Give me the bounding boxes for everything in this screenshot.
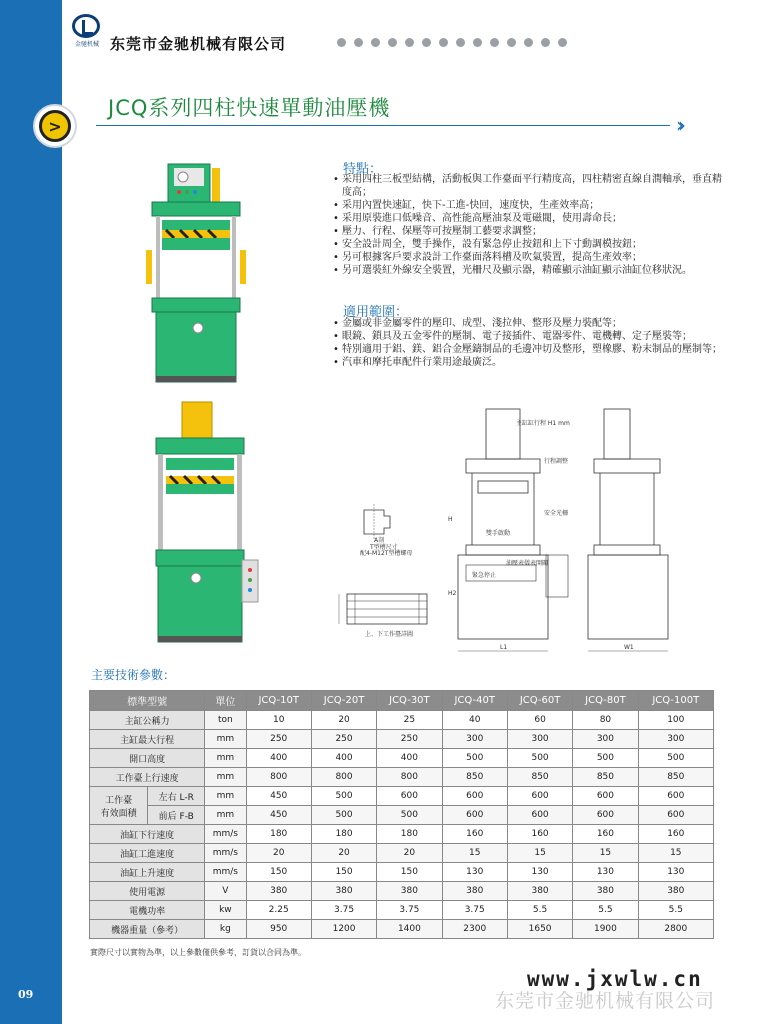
table-cell: 3.75	[377, 901, 442, 920]
list-item: • 壓力、行程、保壓等可按壓制工藝要求調整；	[333, 225, 728, 238]
table-cell: 20	[311, 844, 376, 863]
table-cell: 130	[638, 863, 713, 882]
row-unit: mm	[205, 749, 246, 768]
header-dot	[456, 38, 465, 47]
row-unit: mm	[205, 768, 246, 787]
spec-heading: 主要技術參數：	[91, 668, 176, 682]
table-cell: 150	[311, 863, 376, 882]
header-dots	[337, 38, 567, 47]
table-cell: 15	[638, 844, 713, 863]
row-label: 電機功率	[90, 901, 205, 920]
arrow-badge-icon: >	[33, 104, 77, 148]
header-dot	[422, 38, 431, 47]
table-cell: 380	[442, 882, 507, 901]
table-cell: 380	[311, 882, 376, 901]
table-cell: 500	[311, 806, 376, 825]
table-cell: 3.75	[311, 901, 376, 920]
row-label: 使用電源	[90, 882, 205, 901]
table-cell: 250	[246, 730, 311, 749]
table-row	[90, 730, 714, 749]
front-view-drawing	[446, 405, 584, 657]
footer-company: 东莞市金驰机械有限公司	[495, 990, 716, 1012]
machine-photo-2	[136, 400, 262, 646]
list-item: • 另可根據客戶要求設計工作臺面落料槽及吹氣裝置，提高生產效率；	[333, 251, 728, 264]
label-two-hand: 雙手啟動	[486, 530, 511, 537]
table-cell: 380	[573, 882, 638, 901]
table-cell: 450	[246, 787, 311, 806]
table-cell: 160	[638, 825, 713, 844]
table-cell: 1900	[573, 920, 638, 939]
spec-column-header: JCQ-20T	[311, 691, 376, 711]
side-band	[0, 0, 62, 1024]
spec-column-header: 單位	[205, 691, 246, 711]
features-list	[333, 173, 728, 277]
page-title: JCQ系列四柱快速單動油壓機	[108, 96, 391, 120]
row-label: 油缸上升速度	[90, 863, 205, 882]
table-row	[90, 920, 714, 939]
row-label: 油缸工進速度	[90, 844, 205, 863]
table-cell: 600	[377, 787, 442, 806]
table-cell: 300	[638, 730, 713, 749]
page-number: 09	[18, 988, 34, 1001]
spec-column-header: JCQ-100T	[638, 691, 713, 711]
table-cell: 800	[246, 768, 311, 787]
table-cell: 60	[507, 711, 572, 730]
header-dot	[439, 38, 448, 47]
table-cell: 3.75	[442, 901, 507, 920]
spec-note: 實際尺寸以實物為準，以上參數僅供參考，訂貨以合同為準。	[90, 948, 306, 957]
table-row	[90, 749, 714, 768]
table-cell: 180	[311, 825, 376, 844]
row-label: 油缸下行速度	[90, 825, 205, 844]
header-dot	[490, 38, 499, 47]
plan-label: 上、下工作臺詳圖	[365, 631, 414, 638]
row-unit: kg	[205, 920, 246, 939]
title-underline	[96, 125, 670, 126]
spec-header-row	[90, 691, 714, 711]
row-unit: mm	[205, 787, 246, 806]
footer-url: www.jxwlw.cn	[527, 967, 703, 991]
t-slot-drawing	[358, 504, 418, 556]
table-cell: 20	[311, 711, 376, 730]
list-item: • 特別適用于鋁、鎂、鋁合金壓鑄制品的毛邊冲切及整形，塑橡膠、粉末制品的壓制等；	[333, 343, 728, 356]
table-cell: 250	[311, 730, 376, 749]
side-view-drawing	[584, 405, 694, 657]
spec-column-header: JCQ-30T	[377, 691, 442, 711]
table-cell: 600	[507, 806, 572, 825]
spec-column-header: 標準型號	[90, 691, 205, 711]
table-cell: 600	[638, 787, 713, 806]
table-cell: 15	[442, 844, 507, 863]
table-cell: 180	[377, 825, 442, 844]
company-logo	[72, 14, 102, 48]
list-item: • 采用原裝進口低噪音、高性能高壓油泵及電磁閥，使用壽命長；	[333, 212, 728, 225]
area-label-line1: 工作臺	[105, 795, 133, 806]
header-dot	[354, 38, 363, 47]
area-group-label	[90, 787, 148, 825]
double-chevron-icon: ››	[676, 113, 680, 137]
row-unit: mm	[205, 730, 246, 749]
table-cell: 2.25	[246, 901, 311, 920]
table-cell: 150	[246, 863, 311, 882]
applications-heading: 適用範圍：	[343, 305, 409, 320]
table-cell: 5.5	[507, 901, 572, 920]
header-dot	[473, 38, 482, 47]
table-cell: 380	[377, 882, 442, 901]
table-cell: 800	[311, 768, 376, 787]
table-cell: 950	[246, 920, 311, 939]
table-row	[90, 711, 714, 730]
table-cell: 300	[507, 730, 572, 749]
table-row	[90, 787, 714, 806]
table-row	[90, 882, 714, 901]
header-dot	[541, 38, 550, 47]
header-dot	[388, 38, 397, 47]
list-item: • 眼鏡、鎖具及五金零件的壓制、電子接插件、電器零件、電機轉、定子壓裝等；	[333, 330, 728, 343]
label-stroke-adjust: 行程調整	[544, 458, 569, 465]
table-row	[90, 825, 714, 844]
machine-photo-1	[136, 158, 256, 386]
area-label-line2: 有效面積	[100, 808, 137, 819]
table-cell: 850	[638, 768, 713, 787]
table-cell: 600	[442, 806, 507, 825]
label-emergency-stop: 緊急停止	[472, 572, 497, 579]
slot-label-a: A剖	[374, 537, 385, 544]
spec-column-header: JCQ-60T	[507, 691, 572, 711]
table-row	[90, 901, 714, 920]
list-item: • 采用內置快速缸，快下-工進-快回，速度快，生產效率高；	[333, 199, 728, 212]
header-dot	[558, 38, 567, 47]
table-cell: 15	[573, 844, 638, 863]
logo-mark-icon	[72, 14, 100, 38]
table-cell: 600	[573, 787, 638, 806]
label-button-a: 油壓表	[506, 560, 525, 567]
header-dot	[405, 38, 414, 47]
table-cell: 850	[507, 768, 572, 787]
table-cell: 600	[507, 787, 572, 806]
spec-column-header: JCQ-80T	[573, 691, 638, 711]
label-dim-h: H	[448, 516, 453, 523]
label-dim-l1: L1	[500, 644, 508, 651]
table-cell: 180	[246, 825, 311, 844]
spec-column-header: JCQ-10T	[246, 691, 311, 711]
table-cell: 380	[246, 882, 311, 901]
features-heading: 特點：	[343, 162, 383, 177]
table-cell: 850	[442, 768, 507, 787]
label-safety-grating: 安全光柵	[544, 510, 569, 517]
list-item: • 另可選裝紅外線安全裝置，光柵尺及顯示器，精確顯示油缸顯示油缸位移狀況。	[333, 264, 728, 277]
table-cell: 5.5	[573, 901, 638, 920]
row-unit: ton	[205, 711, 246, 730]
table-cell: 500	[442, 749, 507, 768]
table-cell: 600	[573, 806, 638, 825]
list-item: • 安全設計周全，雙手操作，設有緊急停止按鈕和上下寸動調模按鈕；	[333, 238, 728, 251]
table-cell: 10	[246, 711, 311, 730]
table-row	[90, 768, 714, 787]
applications-list	[333, 317, 728, 369]
table-cell: 450	[246, 806, 311, 825]
list-item: • 汽車和摩托車配件行業用途最廣泛。	[333, 356, 728, 369]
table-cell: 400	[246, 749, 311, 768]
table-cell: 380	[507, 882, 572, 901]
spec-table	[89, 690, 714, 939]
table-plan-drawing	[333, 588, 438, 640]
table-cell: 1400	[377, 920, 442, 939]
table-row	[90, 806, 714, 825]
header-dot	[337, 38, 346, 47]
company-name: 东莞市金驰机械有限公司	[110, 35, 287, 53]
table-cell: 160	[507, 825, 572, 844]
slot-label-b: T型槽尺寸	[370, 544, 398, 551]
table-cell: 25	[377, 711, 442, 730]
row-label: 工作臺上行速度	[90, 768, 205, 787]
row-label: 機器重量（參考）	[90, 920, 205, 939]
table-cell: 20	[377, 844, 442, 863]
table-cell: 20	[246, 844, 311, 863]
row-label: 主缸最大行程	[90, 730, 205, 749]
row-unit: V	[205, 882, 246, 901]
table-cell: 2300	[442, 920, 507, 939]
row-unit: mm/s	[205, 825, 246, 844]
row-unit: mm/s	[205, 844, 246, 863]
table-cell: 500	[311, 787, 376, 806]
table-cell: 5.5	[638, 901, 713, 920]
label-dim-w1: W1	[624, 644, 634, 651]
table-cell: 150	[377, 863, 442, 882]
table-cell: 300	[573, 730, 638, 749]
table-cell: 100	[638, 711, 713, 730]
row-label: 開口高度	[90, 749, 205, 768]
table-cell: 500	[573, 749, 638, 768]
table-cell: 160	[573, 825, 638, 844]
row-unit: kw	[205, 901, 246, 920]
table-cell: 1650	[507, 920, 572, 939]
list-item: • 采用四柱三板型結構，活動板與工作臺面平行精度高，四柱精密直線自潤軸承，垂直精度高；	[333, 173, 728, 199]
row-label: 左右 L-R	[148, 787, 205, 806]
table-cell: 160	[442, 825, 507, 844]
table-cell: 15	[507, 844, 572, 863]
logo-text: 金驰机械	[74, 41, 99, 48]
table-cell: 130	[573, 863, 638, 882]
table-cell: 800	[377, 768, 442, 787]
table-cell: 850	[573, 768, 638, 787]
table-cell: 250	[377, 730, 442, 749]
table-cell: 80	[573, 711, 638, 730]
label-cylinder-stroke: 主缸缸行程 H1 mm	[516, 420, 570, 427]
row-unit: mm	[205, 806, 246, 825]
row-label: 主缸公稱力	[90, 711, 205, 730]
table-cell: 500	[507, 749, 572, 768]
table-cell: 40	[442, 711, 507, 730]
label-dim-h2: H2	[448, 590, 457, 597]
table-cell: 380	[638, 882, 713, 901]
table-cell: 500	[638, 749, 713, 768]
header-dot	[507, 38, 516, 47]
table-row	[90, 863, 714, 882]
table-cell: 1200	[311, 920, 376, 939]
table-cell: 400	[377, 749, 442, 768]
row-unit: mm/s	[205, 863, 246, 882]
table-cell: 2800	[638, 920, 713, 939]
list-item: • 金屬或非金屬零件的壓印、成型、淺拉伸、整形及壓力裝配等；	[333, 317, 728, 330]
table-cell: 130	[507, 863, 572, 882]
table-cell: 600	[638, 806, 713, 825]
table-cell: 130	[442, 863, 507, 882]
label-button-b: 儀表開關	[524, 560, 549, 567]
table-cell: 300	[442, 730, 507, 749]
slot-label-c: 配4-M12T型槽螺母	[360, 550, 413, 556]
table-cell: 400	[311, 749, 376, 768]
header-dot	[371, 38, 380, 47]
table-cell: 500	[377, 806, 442, 825]
header-dot	[524, 38, 533, 47]
spec-column-header: JCQ-40T	[442, 691, 507, 711]
row-label: 前后 F-B	[148, 806, 205, 825]
table-row	[90, 844, 714, 863]
table-cell: 600	[442, 787, 507, 806]
